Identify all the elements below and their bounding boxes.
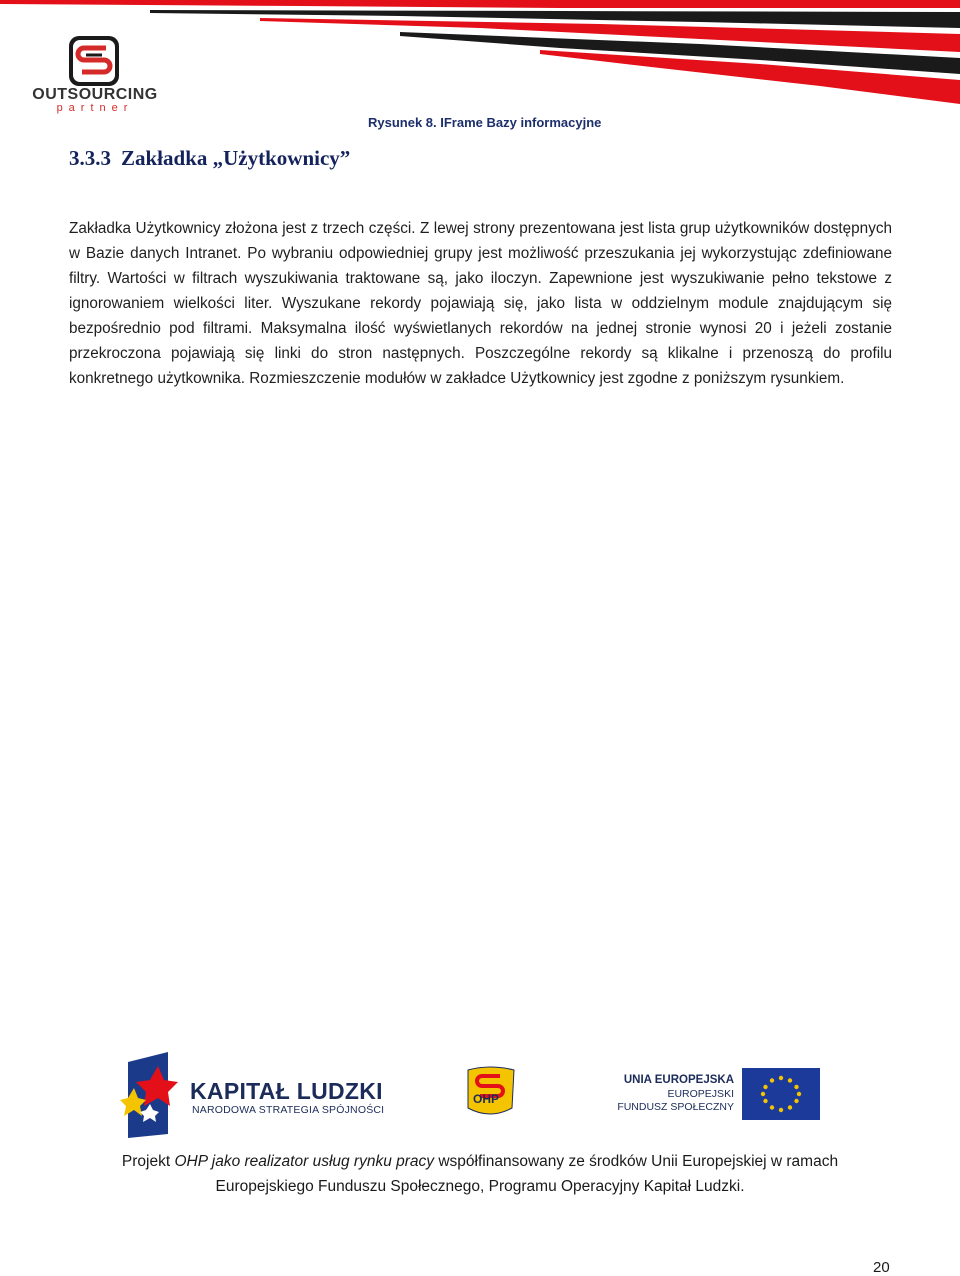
ue-line3: FUNDUSZ SPOŁECZNY	[617, 1101, 734, 1113]
logo-tagline: partner	[56, 102, 134, 114]
page-number: 20	[873, 1259, 890, 1276]
footer-note-italic: OHP jako realizator usług rynku pracy	[174, 1153, 435, 1170]
kapital-ludzki-emblem	[120, 1052, 178, 1138]
figure-caption: Rysunek 8. IFrame Bazy informacyjne	[368, 115, 602, 130]
section-heading	[69, 146, 350, 171]
ue-line1: UNIA EUROPEJSKA	[623, 1074, 734, 1086]
eu-flag	[742, 1068, 820, 1120]
ue-line2: EUROPEJSKI	[667, 1088, 734, 1100]
logo-name: OUTSOURCING	[32, 86, 158, 103]
footer-note-prefix: Projekt	[121, 1153, 175, 1170]
footer-note	[60, 1149, 900, 1199]
ohp-label: OHP	[473, 1092, 500, 1106]
footer-note-line2: Europejskiego Funduszu Społecznego, Programu Operacyjny Kapitał Ludzki.	[215, 1178, 745, 1195]
ohp-emblem	[468, 1067, 514, 1114]
kapital-ludzki-title: KAPITAŁ LUDZKI	[190, 1078, 383, 1104]
section-number: 3.3.3	[69, 146, 111, 170]
footer-note-suffix: współfinansowany ze środków Unii Europejskiej w ramach	[434, 1153, 839, 1170]
section-title: Zakładka „Użytkownicy”	[121, 146, 351, 170]
body-paragraph: Zakładka Użytkownicy złożona jest z trzech części. Z lewej strony prezentowana jest lista grup użytkowników dostępnych w Bazie danych Intranet. Po wybraniu odpowiedniej grupy jest możliwość przeszukania jej wykorzystując zdefiniowane filtry. Wartości w filtrach wyszukiwania traktowane są, jako iloczyn. Zapewnione jest wyszukiwanie pełno tekstowe z ignorowaniem wielkości liter. Wyszukane rekordy pojawiają się, jako lista w oddzielnym module znajdującym się bezpośrednio pod filtrami. Maksymalna ilość wyświetlanych rekordów na jednej stronie wynosi 20 i jeżeli zostanie przekroczona pojawiają się linki do stron następnych. Poszczególne rekordy są klikalne i przenoszą do profilu konkretnego użytkownika. Rozmieszczenie modułów w zakładce Użytkownicy jest zgodne z poniższym rysunkiem.	[69, 220, 892, 387]
kapital-ludzki-subtitle: NARODOWA STRATEGIA SPÓJNOŚCI	[192, 1104, 385, 1116]
